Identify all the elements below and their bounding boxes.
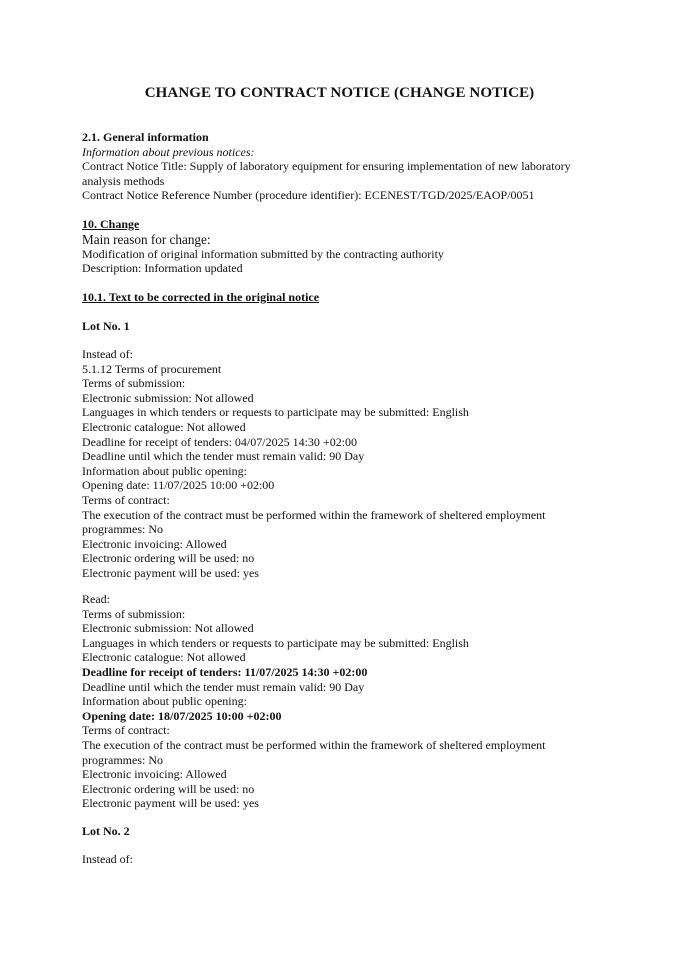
- public-opening-info: Information about public opening:: [82, 463, 247, 478]
- electronic-submission: Electronic submission: Not allowed: [82, 390, 254, 405]
- previous-notices-label: Information about previous notices:: [82, 144, 255, 159]
- general-info-section: [82, 130, 602, 203]
- electronic-submission: Electronic submission: Not allowed: [82, 621, 254, 636]
- instead-of-label: Instead of:: [82, 852, 133, 866]
- terms-of-contract: Terms of contract:: [82, 723, 170, 738]
- opening-date: Opening date: 11/07/2025 10:00 +02:00: [82, 478, 275, 493]
- languages: Languages in which tenders or requests to participate may be submitted: English: [82, 405, 469, 420]
- lot-1-read-block: [82, 592, 602, 811]
- change-reason: Modification of original information submitted by the contracting authority: [82, 246, 444, 261]
- read-label: Read:: [82, 592, 110, 606]
- change-description: Description: Information updated: [82, 261, 243, 276]
- correction-section: [82, 290, 602, 305]
- lot-1-instead-block: [82, 347, 602, 581]
- languages: Languages in which tenders or requests to participate may be submitted: English: [82, 635, 469, 650]
- general-info-heading: 2.1. General information: [82, 130, 209, 144]
- lot-1-section: [82, 319, 602, 334]
- instead-of-label: Instead of:: [82, 347, 133, 361]
- deadline-receipt: Deadline for receipt of tenders: 04/07/2025 14:30 +02:00: [82, 434, 358, 449]
- lot-2-instead-block: [82, 852, 602, 867]
- electronic-payment: Electronic payment will be used: yes: [82, 565, 259, 580]
- tender-validity: Deadline until which the tender must remain valid: 90 Day: [82, 449, 365, 464]
- document-title: CHANGE TO CONTRACT NOTICE (CHANGE NOTICE): [144, 85, 535, 101]
- change-heading: 10. Change: [82, 217, 140, 231]
- terms-of-submission: Terms of submission:: [82, 606, 186, 621]
- correction-heading: 10.1. Text to be corrected in the original notice: [82, 290, 320, 304]
- opening-date-updated: Opening date: 18/07/2025 10:00 +02:00: [82, 708, 282, 723]
- terms-of-submission: Terms of submission:: [82, 376, 186, 391]
- electronic-catalogue: Electronic catalogue: Not allowed: [82, 650, 246, 665]
- deadline-receipt-updated: Deadline for receipt of tenders: 11/07/2025 14:30 +02:00: [82, 664, 368, 679]
- contract-notice-title: Contract Notice Title: Supply of laboratory equipment for ensuring implementation of new laboratory analysis methods: [82, 159, 571, 188]
- contract-notice-reference: Contract Notice Reference Number (procedure identifier): ECENEST/TGD/2025/EAOP/0051: [82, 188, 535, 203]
- terms-of-procurement: 5.1.12 Terms of procurement: [82, 361, 222, 376]
- electronic-payment: Electronic payment will be used: yes: [82, 796, 259, 811]
- tender-validity: Deadline until which the tender must remain valid: 90 Day: [82, 679, 365, 694]
- lot-2-section: [82, 824, 602, 839]
- electronic-ordering: Electronic ordering will be used: no: [82, 551, 255, 566]
- electronic-invoicing: Electronic invoicing: Allowed: [82, 536, 227, 551]
- lot-1-heading: Lot No. 1: [82, 319, 130, 333]
- lot-2-heading: Lot No. 2: [82, 824, 130, 838]
- sheltered-employment: The execution of the contract must be performed within the framework of sheltered employment programmes: No: [82, 737, 546, 767]
- change-reason-label: Main reason for change:: [82, 231, 211, 247]
- electronic-ordering: Electronic ordering will be used: no: [82, 781, 255, 796]
- public-opening-info: Information about public opening:: [82, 694, 247, 709]
- change-section: [82, 217, 602, 276]
- electronic-catalogue: Electronic catalogue: Not allowed: [82, 419, 246, 434]
- sheltered-employment: The execution of the contract must be performed within the framework of sheltered employment programmes: No: [82, 507, 546, 537]
- electronic-invoicing: Electronic invoicing: Allowed: [82, 767, 227, 782]
- terms-of-contract: Terms of contract:: [82, 492, 170, 507]
